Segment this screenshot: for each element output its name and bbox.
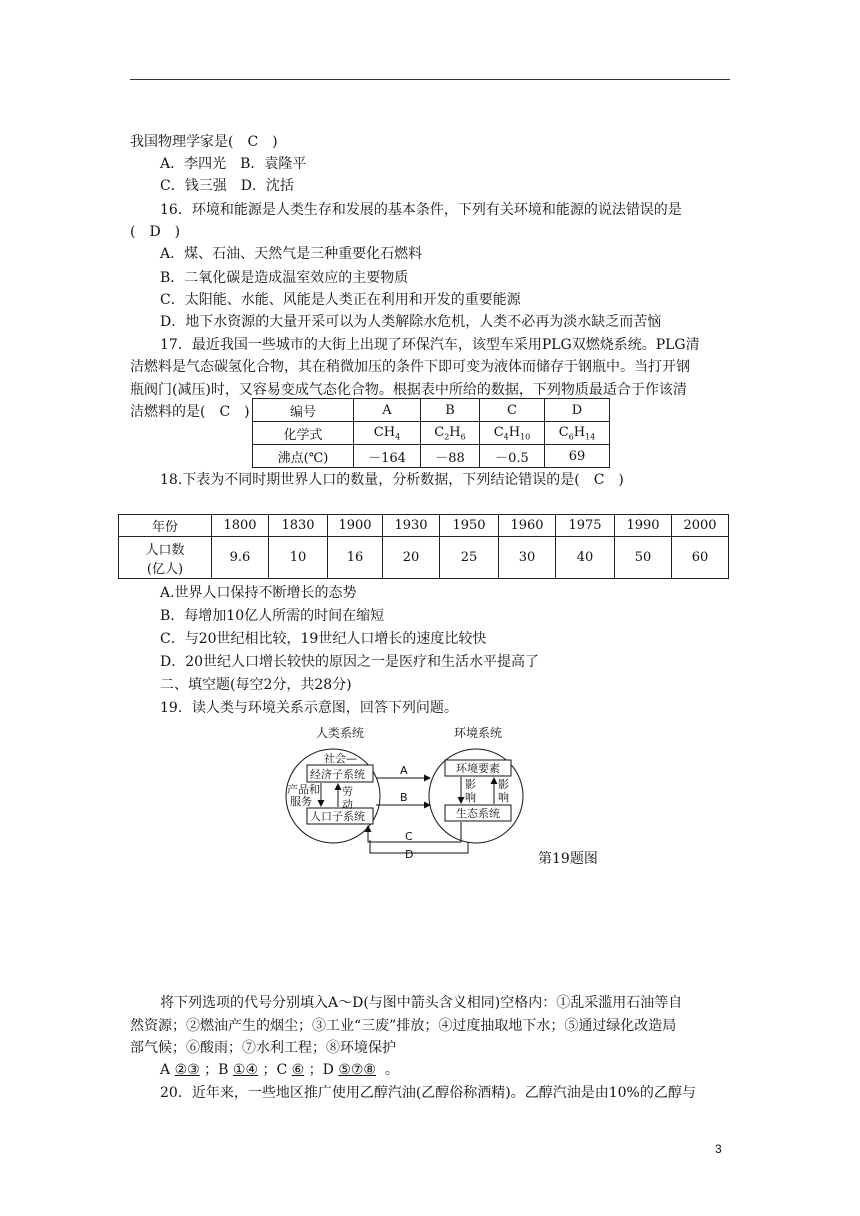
header-rule [130, 79, 730, 80]
q15-stem: 我国物理学家是( C ) [130, 134, 278, 150]
table-cell: 1900 [328, 515, 383, 537]
q19-fill-line: 将下列选项的代号分别填入A～D(与图中箭头含义相同)空格内：①乱采滥用石油等自 [160, 995, 683, 1011]
table-cell: －164 [354, 445, 421, 468]
table-cell: 年份 [119, 515, 212, 537]
table-cell: 1990 [615, 515, 672, 537]
table-header: D [545, 399, 610, 422]
table-cell: 1950 [440, 515, 499, 537]
table-cell: 沸点(℃) [253, 445, 354, 468]
formula-cell: $C_4H_{10}$ [480, 422, 545, 445]
formula-cell: $C_2H_6$ [421, 422, 480, 445]
q18-option: D．20世纪人口增长较快的原因之一是医疗和生活水平提高了 [160, 654, 540, 670]
table-cell: －0.5 [480, 445, 545, 468]
labor-label-2: 动 [342, 798, 353, 811]
arrow-c [368, 822, 461, 842]
q15-option: C．钱三强 D．沈括 [160, 178, 294, 194]
q19-caption: 第19题图 [538, 851, 598, 867]
table-cell: 60 [672, 537, 729, 579]
table-cell: 20 [383, 537, 440, 579]
arrow-c-label: C [405, 830, 413, 843]
ecosystem-label: 生态系统 [456, 807, 500, 820]
socio-label-2: 经济子系统 [310, 768, 365, 781]
population-label: 人口子系统 [310, 810, 365, 823]
q17-table [252, 398, 610, 468]
table-cell: 16 [328, 537, 383, 579]
answer-b: ①④ [232, 1062, 258, 1078]
formula-cell: $CH_4$ [354, 422, 421, 445]
q17-line: 洁燃料是气态碳氢化合物，其在稍微加压的条件下即可变为液体而储存于钢瓶中。当打开钢 [130, 359, 690, 375]
table-header: A [354, 399, 421, 422]
section-heading: 二、填空题(每空2分，共28分) [160, 677, 352, 693]
influence-label-1: 影 [465, 778, 476, 791]
table-cell: 1960 [499, 515, 556, 537]
products-label-2: 服务 [290, 795, 312, 808]
q20-stem: 20．近年来，一些地区推广使用乙醇汽油(乙醇俗称酒精)。乙醇汽油是由10%的乙醇与 [160, 1085, 696, 1101]
q19-stem: 19．读人类与环境关系示意图，回答下列问题。 [160, 700, 458, 716]
q18-table [118, 514, 729, 579]
environment-system-title: 环境系统 [454, 726, 503, 740]
table-cell: 化学式 [253, 422, 354, 445]
table-header: C [480, 399, 545, 422]
answer-c: ⑥ [291, 1062, 305, 1078]
q17-line: 瓶阀门(减压)时，又容易变成气态化合物。根据表中所给的数据，下列物质最适合于作该清 [130, 382, 687, 398]
socio-label-1: 社会— [324, 752, 357, 765]
influence-label-2: 响 [465, 791, 476, 804]
table-cell: 9.6 [212, 537, 269, 579]
q17-line: 17．最近我国一些城市的大街上出现了环保汽车，该型车采用PLG双燃烧系统。PLG清 [160, 337, 700, 353]
page-number: 3 [715, 1142, 722, 1156]
table-cell: 1975 [556, 515, 615, 537]
environment-elements-label: 环境要素 [456, 762, 500, 775]
answer-a: ②③ [174, 1062, 200, 1078]
table-cell: 10 [269, 537, 328, 579]
table-cell: 1930 [383, 515, 440, 537]
q16-option: B．二氧化碳是造成温室效应的主要物质 [160, 270, 409, 286]
table-cell: 1830 [269, 515, 328, 537]
answer-d: ⑤⑦⑧ [338, 1062, 376, 1078]
q19-diagram [278, 720, 528, 860]
products-label-1: 产品和 [287, 783, 320, 796]
table-cell: 2000 [672, 515, 729, 537]
q15-option: A．李四光 B．袁隆平 [160, 156, 307, 172]
arrow-b-label: B [400, 791, 408, 804]
human-system-title: 人类系统 [316, 726, 365, 740]
table-header: 编号 [253, 399, 354, 422]
q16-option: D．地下水资源的大量开采可以为人类解除水危机，人类不必再为淡水缺乏而苦恼 [160, 314, 662, 330]
q17-line: 洁燃料的是( C ) [130, 404, 250, 420]
q18-option: B．每增加10亿人所需的时间在缩短 [160, 608, 385, 624]
table-cell: 40 [556, 537, 615, 579]
table-cell: 1800 [212, 515, 269, 537]
labor-label-1: 劳 [342, 785, 353, 798]
q16-option: A．煤、石油、天然气是三种重要化石燃料 [160, 246, 423, 262]
arrow-d-label: D [405, 848, 414, 860]
table-cell: 69 [545, 445, 610, 468]
table-cell: 25 [440, 537, 499, 579]
q16-answer: ( D ) [130, 224, 181, 240]
q18-option: A.世界人口保持不断增长的态势 [160, 585, 357, 601]
q19-fill-line: 然资源；②燃油产生的烟尘；③工业“三废”排放；④过度抽取地下水；⑤通过绿化改造局 [130, 1018, 677, 1034]
arrow-a-label: A [400, 764, 408, 777]
q19-fill-line: 部气候；⑥酸雨；⑦水利工程；⑧环境保护 [130, 1040, 396, 1056]
q16-stem: 16．环境和能源是人类生存和发展的基本条件，下列有关环境和能源的说法错误的是 [160, 202, 682, 218]
table-cell: 50 [615, 537, 672, 579]
influence-label-4: 响 [498, 791, 509, 804]
formula-cell: $C_6H_{14}$ [545, 422, 610, 445]
table-cell: －88 [421, 445, 480, 468]
table-cell: 30 [499, 537, 556, 579]
q16-option: C．太阳能、水能、风能是人类正在利用和开发的重要能源 [160, 292, 521, 308]
q18-stem: 18.下表为不同时期世界人口的数量，分析数据，下列结论错误的是( C ) [160, 472, 624, 488]
q18-option: C．与20世纪相比较，19世纪人口增长的速度比较快 [160, 631, 487, 647]
table-header: B [421, 399, 480, 422]
table-cell: 人口数 (亿人) [119, 537, 212, 579]
q19-answers: A ②③ ；B ①④ ；C ⑥ ；D ⑤⑦⑧ 。 [160, 1062, 399, 1078]
influence-label-3: 影 [498, 778, 509, 791]
